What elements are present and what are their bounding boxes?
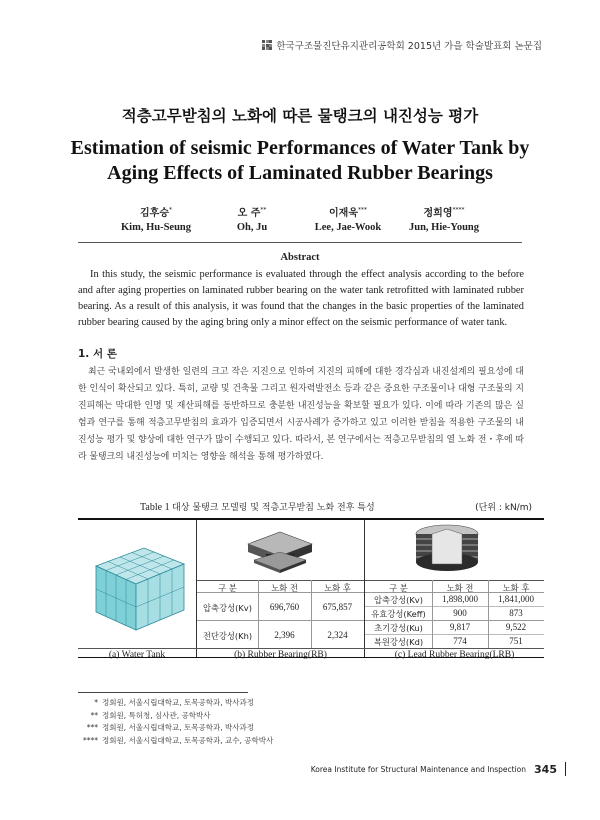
table-rule [365,634,544,635]
author-mark: *** [357,206,367,214]
rubber-bearing-image [244,526,316,574]
section-heading: 1. 서 론 [78,348,117,360]
footnote: **** 정회원, 서울시립대학교, 토목공학과, 교수, 공학박사 [83,735,274,745]
figure-caption: (c) Lead Rubber Bearing(LRB) [394,650,515,660]
table-header: 노화 전 [446,583,474,593]
figure-caption: (a) Water Tank [108,650,166,660]
table-header: 노화 전 [271,583,298,593]
title-korean: 적층고무받침의 노화에 따른 물탱크의 내진성능 평가 [121,107,479,125]
table-cell: 774 [453,636,467,646]
table-cell-label: 압축강성(Kv) [374,595,423,605]
author [396,204,492,233]
table-header: 구 분 [218,583,237,593]
author-mark: **** [452,206,465,214]
footnote: * 정회원, 서울시립대학교, 토목공학과, 박사과정 [94,698,254,707]
page-footer [311,762,566,776]
title-english-line1: Estimation of seismic Performances of Water Tank by [70,137,530,159]
journal-header [262,38,542,52]
author-name-en: Kim, Hu-Seung [120,222,191,233]
abstract-body: In this study, the seismic performance is evaluated through the effect analysis according to the before and after aging properties on laminated rubber bearing on the water tank retrofitted with laminated rubber bearing. As a result of this analysis, it was found that the changes in the basic properties of the laminated rubber bearing caused by the aging bring only a minor effect on the seismic performance of water tank. [78,269,524,328]
title-english-line2: Aging Effects of Laminated Rubber Bearings [107,162,493,184]
abstract-heading: Abstract [280,252,320,263]
footnote: ** 정회원, 특허청, 심사관, 공학박사 [90,710,211,720]
table-cell-label: 복원강성(Kd) [373,637,424,647]
table-header: 노화 후 [324,583,351,593]
table-cell-label: 유효강성(Keff) [371,609,426,619]
water-tank-model-image [92,526,188,632]
table-cell: 873 [509,608,523,618]
footnote-divider [78,692,248,693]
table-caption-label: Table 1 [140,502,170,513]
author-name-ko: 정희영 [423,208,453,219]
footer-bar [565,762,566,776]
page-number: 345 [534,762,557,776]
table-caption [140,500,375,513]
author [300,204,396,233]
table-unit: (단위 : kN/m) [475,503,532,513]
author-name-en: Oh, Ju [236,222,268,233]
table-header: 노화 후 [502,583,530,593]
table-cell-label: 초기강성(Ku) [374,623,423,633]
table-rule [365,606,544,607]
table-rule [197,620,364,621]
table-cell: 900 [453,608,467,618]
author-name-ko: 김후승 [140,208,169,219]
table-cell: 675,857 [322,602,353,612]
table [78,518,544,658]
table-cell: 696,760 [269,602,300,612]
author-name-ko: 오 주 [237,208,261,219]
divider [78,242,522,243]
table-rule [197,580,364,581]
author-name-en: Lee, Jae-Wook [314,222,382,233]
table-cell-label: 압축강성(Kv) [203,603,252,613]
figure-caption: (b) Rubber Bearing(RB) [234,650,327,660]
table-header: 구 분 [389,583,408,593]
table-rule [365,580,544,581]
header-text: 한국구조물진단유지관리공학회 2015년 가을 학술발표회 논문집 [276,41,542,52]
table-cell: 9,522 [505,622,527,632]
table-cell: 1,898,000 [442,594,478,604]
table-caption-text: 대상 물탱크 모델링 및 적층고무받침 노화 전후 특성 [172,503,375,513]
lead-rubber-bearing-image [412,522,482,574]
table-cell: 1,841,000 [498,594,534,604]
author-name-ko: 이재욱 [329,208,358,219]
author-mark: ** [260,206,267,214]
title-english [0,136,600,186]
author [108,204,204,233]
table-rule [365,620,544,621]
footnotes [78,697,273,747]
author-mark: * [168,206,172,214]
table-cell: 9,817 [449,622,471,632]
table-cell: 751 [509,636,523,646]
footer-text: Korea Institute for Structural Maintenance and Inspection [310,764,527,774]
table-rule [78,648,544,649]
footnote: *** 정회원, 서울시립대학교, 토목공학과, 박사과정 [86,723,254,732]
author-list [0,204,600,233]
table-cell-label: 전단강성(Kh) [202,631,253,641]
grid-logo-icon [262,40,272,50]
section-body: 최근 국내외에서 발생한 일련의 크고 작은 지진으로 인하여 지진의 피해에 대한 경각심과 내진설계의 필요성에 대한 인식이 확산되고 있다. 특히, 교량 및 건축물 그리고 원자력발전소 등과 같은 중요한 구조물이나 대형 구조물의 지진피해는 막대한 인명 및 재산피해를 동반하므로 충분한 내진성능을 확보할 필요가 있다. 이에 따라 기존의 많은 실험과 연구를 통해 적층고무받침의 효과가 입증되면서 시공사례가 증가하고 있고 이러한 받침을 적용한 구조물의 내진성능 평가 및 향상에 대한 연구가 많이 수행되고 있다. 따라서, 본 연구에서는 적층고무받침의 열 노화 전・후에 따라 물탱크의 내진성능에 미치는 영향을 해석을 통해 평가하였다. [78,367,524,462]
author [204,204,300,233]
table-cell: 2,324 [327,630,348,640]
author-name-en: Jun, Hie-Young [408,222,480,233]
table-cell: 2,396 [274,630,295,640]
